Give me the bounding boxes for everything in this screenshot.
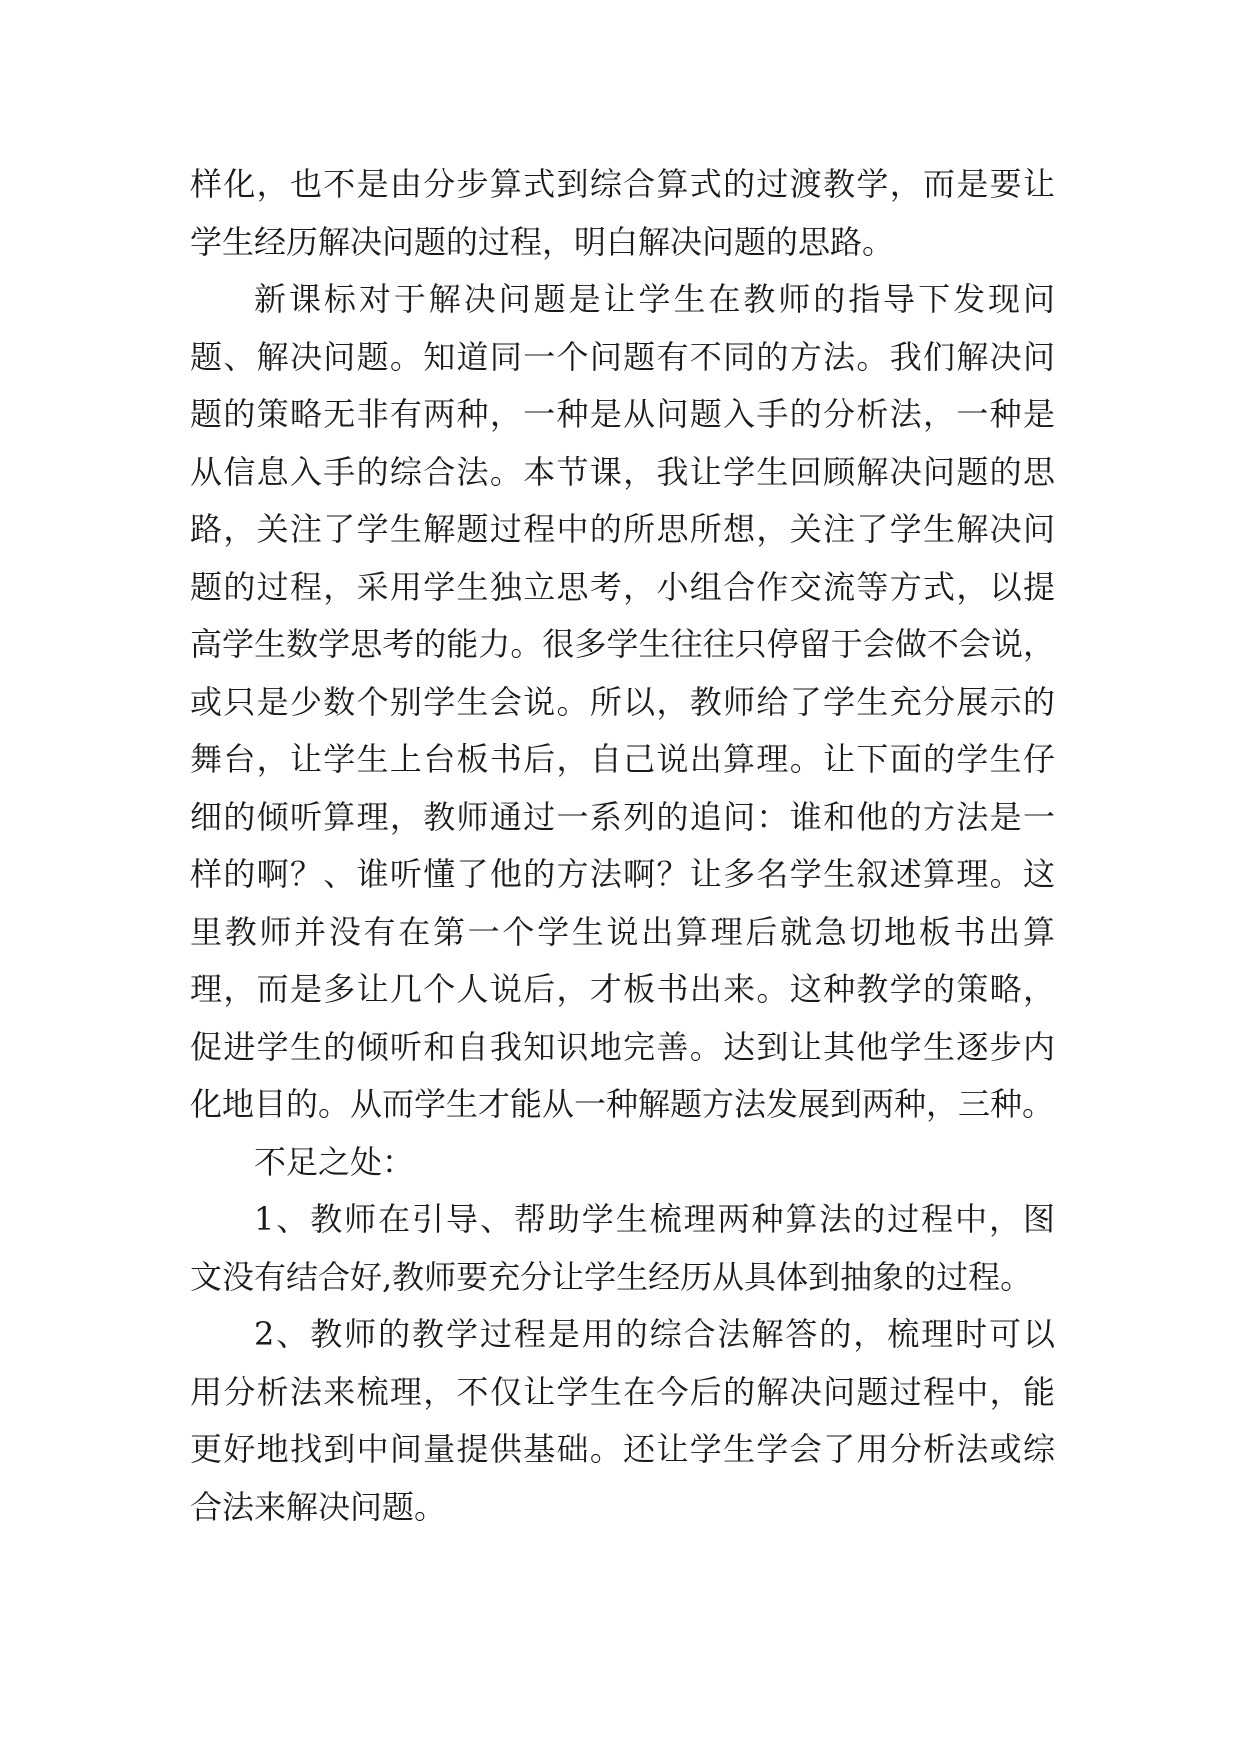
text-line: 合法来解决问题。: [190, 1487, 447, 1526]
text-line: 化地目的。从而学生才能从一种解题方法发展到两种，三种。: [190, 1085, 1055, 1123]
text-line: 或只是少数个别学生会说。所以，教师给了学生充分展示的: [190, 682, 1055, 721]
text-line: 理，而是多让几个人说后，才板书出来。这种教学的策略，: [190, 970, 1055, 1008]
text-line: 文没有结合好,教师要充分让学生经历从具体到抽象的过程。: [190, 1257, 1033, 1296]
text-line: 舞台，让学生上台板书后，自己说出算理。让下面的学生仔: [190, 740, 1055, 778]
text-line: 新课标对于解决问题是让学生在教师的指导下发现问: [254, 280, 1055, 318]
text-line: 样的啊？、谁听懂了他的方法啊？让多名学生叙述算理。这: [190, 855, 1055, 893]
text-line: 更好地找到中间量提供基础。还让学生学会了用分析法或综: [190, 1430, 1055, 1468]
text-line: 里教师并没有在第一个学生说出算理后就急切地板书出算: [190, 912, 1055, 951]
text-line: 路，关注了学生解题过程中的所思所想，关注了学生解决问: [190, 510, 1055, 548]
text-line: 细的倾听算理，教师通过一系列的追问：谁和他的方法是一: [190, 797, 1055, 836]
text-line: 高学生数学思考的能力。很多学生往往只停留于会做不会说，: [190, 625, 1055, 663]
body-text: [190, 156, 1055, 1536]
text-line: 促进学生的倾听和自我知识地完善。达到让其他学生逐步内: [190, 1027, 1055, 1066]
text-line: 样化，也不是由分步算式到综合算式的过渡教学，而是要让: [190, 165, 1055, 203]
text-line: 学生经历解决问题的过程，明白解决问题的思路。: [190, 222, 895, 261]
text-line: 用分析法来梳理，不仅让学生在今后的解决问题过程中，能: [190, 1372, 1055, 1411]
text-line: 题、解决问题。知道同一个问题有不同的方法。我们解决问: [190, 337, 1055, 376]
text-line: 2、教师的教学过程是用的综合法解答的，梳理时可以: [254, 1315, 1055, 1353]
text-line: 1、教师在引导、帮助学生梳理两种算法的过程中，图: [254, 1200, 1055, 1238]
text-line: 不足之处：: [254, 1142, 415, 1181]
text-line: 题的策略无非有两种，一种是从问题入手的分析法，一种是: [190, 395, 1055, 433]
text-line: 从信息入手的综合法。本节课，我让学生回顾解决问题的思: [190, 452, 1055, 491]
text-line: 题的过程，采用学生独立思考，小组合作交流等方式，以提: [190, 567, 1055, 606]
